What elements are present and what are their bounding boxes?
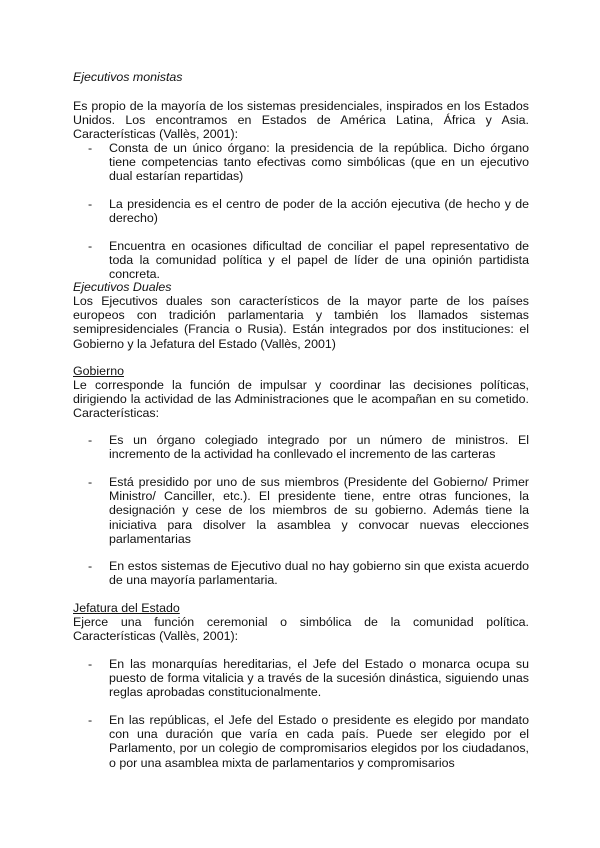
list-item-text: La presidencia es el centro de poder de la acción ejecutiva (de hecho y de derecho): [109, 197, 529, 226]
bullet-dash: -: [88, 657, 93, 671]
bullet-dash: -: [88, 239, 93, 253]
list-item: [88, 141, 529, 184]
list-item: [88, 239, 529, 282]
list-item-text: Está presidido por uno de sus miembros (Presidente del Gobierno/ Primer Ministro/ Canciller, etc.). El presidente tiene, entre otras funciones, la designación y cese de los miembros de su gobierno. Además tiene la iniciativa para disolver la asamblea y convocar nuevas elecciones parlamentarias: [109, 475, 529, 546]
section-title-ejecutivos-duales: Ejecutivos Duales: [73, 280, 172, 294]
bullet-dash: -: [88, 559, 93, 573]
section-intro-ejecutivos-duales: Los Ejecutivos duales son característicos de la mayor parte de los países europeos con tradición parlamentaria y también los llamados sistemas semipresidenciales (Francia o Rusia). Están integrados por dos instituciones: el Gobierno y la Jefatura del Estado (Vallès, 2001): [73, 294, 529, 351]
list-item-text: En las repúblicas, el Jefe del Estado o presidente es elegido por mandato con una duración que varía en cada país. Puede ser elegido por el Parlamento, por un colegio de compromisarios elegidos por los ciudadanos, o por una asamblea mixta de parlamentarios y compromisarios: [109, 713, 529, 770]
list-item: [88, 475, 529, 546]
bullet-dash: -: [88, 141, 93, 155]
bullet-dash: -: [88, 197, 93, 211]
section-title-gobierno: Gobierno: [73, 364, 124, 378]
list-item: [88, 713, 529, 770]
section-intro-gobierno: Le corresponde la función de impulsar y coordinar las decisiones políticas, dirigiendo la actividad de las Administraciones que le acompañan en su cometido. Características:: [73, 378, 529, 421]
section-intro-ejecutivos-monistas: Es propio de la mayoría de los sistemas presidenciales, inspirados en los Estados Unidos. Los encontramos en Estados de América Latina, África y Asia. Características (Vallès, 2001):: [73, 99, 529, 142]
section-intro-jefatura-del-estado: Ejerce una función ceremonial o simbólica de la comunidad política. Características (Vallès, 2001):: [73, 615, 529, 644]
section-title-ejecutivos-monistas: Ejecutivos monistas: [73, 70, 183, 84]
list-item: [88, 197, 529, 225]
list-item: [88, 657, 529, 700]
list-item-text: Encuentra en ocasiones dificultad de conciliar el papel representativo de toda la comunidad política y el papel de líder de una opinión partidista concreta.: [109, 239, 529, 282]
bullet-dash: -: [88, 475, 93, 489]
list-item-text: En estos sistemas de Ejecutivo dual no hay gobierno sin que exista acuerdo de una mayoría parlamentaria.: [109, 559, 529, 588]
bullet-dash: -: [88, 713, 93, 727]
list-item: [88, 433, 529, 461]
list-item: [88, 559, 529, 587]
list-item-text: Consta de un único órgano: la presidencia de la república. Dicho órgano tiene competencias tanto efectivas como simbólicas (que en un ejecutivo dual estarían repartidas): [109, 141, 529, 184]
list-item-text: Es un órgano colegiado integrado por un número de ministros. El incremento de la actividad ha conllevado el incremento de las carteras: [109, 433, 529, 462]
list-item-text: En las monarquías hereditarias, el Jefe del Estado o monarca ocupa su puesto de forma vitalicia y a través de la sucesión dinástica, siguiendo unas reglas aprobadas constitucionalmente.: [109, 657, 529, 700]
section-title-jefatura-del-estado: Jefatura del Estado: [73, 601, 180, 615]
bullet-dash: -: [88, 433, 93, 447]
